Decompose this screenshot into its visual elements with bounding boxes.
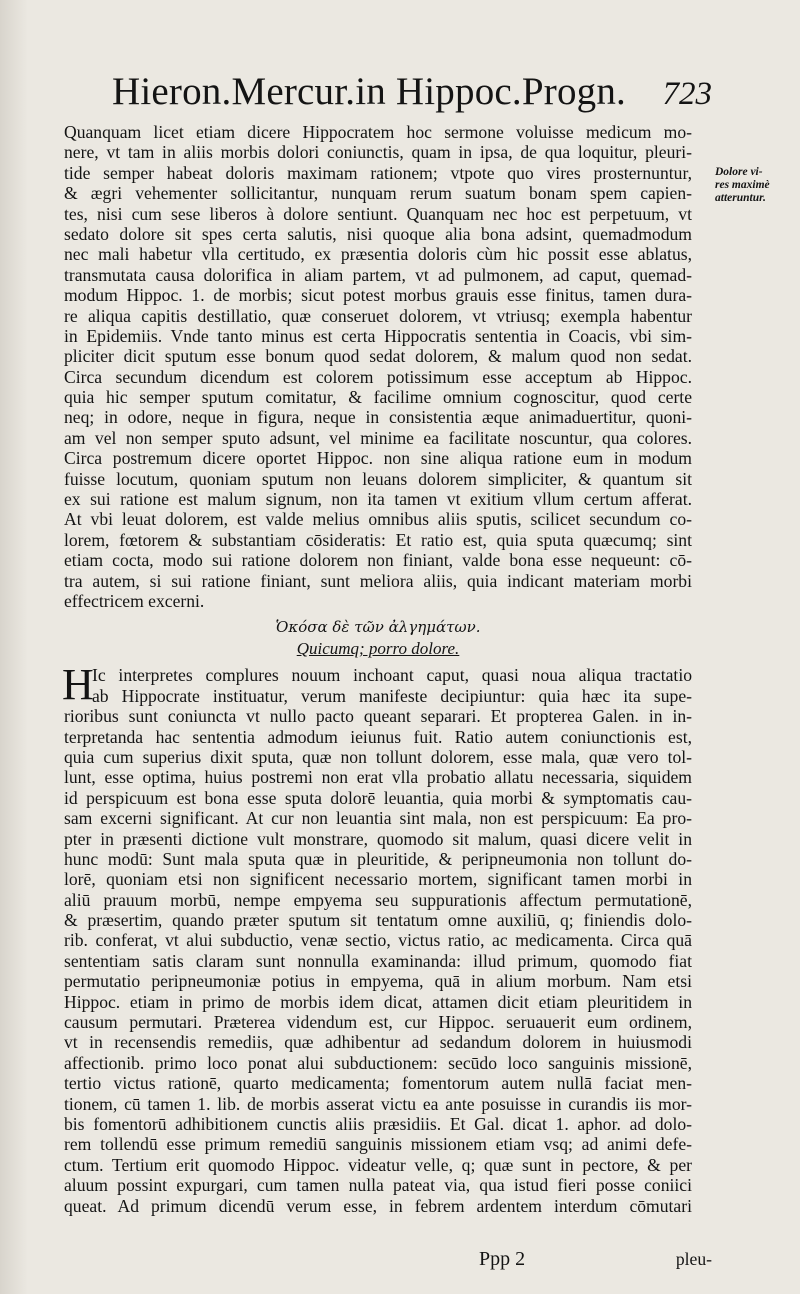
text-line: Circa secundum dicendum est colorem potissimum esse acceptum ab Hippoc.: [64, 366, 692, 387]
text-line: ex sui ratione est malum signum, non ita tamen vt exitium vllum certum afferat.: [64, 489, 692, 510]
text-line: id perspicuum est bona esse sputa dolorē leuantia, quia morbi & symptomatis cau-: [64, 787, 692, 808]
text-line: sententiam satis claram sunt nonnulla examinanda: illud primum, quomodo fiat: [64, 950, 692, 971]
text-line: rem tollendū esse primum remediū sanguinis missionem etiam vsq; ad animi defe-: [64, 1134, 692, 1155]
text-line: permutatio peripneumoniæ potius in empyema, quā in alium morbum. Nam etsi: [64, 971, 692, 992]
text-line: aliū prauum morbū, nempe empyema seu suppurationis affectum permutationē,: [64, 889, 692, 910]
text-line: tes, nisi cum sese liberos à dolore sentiunt. Quanquam nec hoc est perpetuum, vt: [64, 203, 692, 224]
text-line: rib. conferat, vt alui subductio, venæ sectio, victus ratio, ac medicamenta. Circa quā: [64, 930, 692, 951]
paragraph-1: [64, 122, 692, 611]
text-line: pter in præsenti dictione vult monstrare, quomodo sit malum, quasi dicere velit in: [64, 828, 692, 849]
text-line: bis fomentorū adhibitionem cunctis aliis præsidiis. Et Gal. dicat 1. aphor. ad dolo-: [64, 1113, 692, 1134]
text-line: terpretanda hac sententia admodum ieiunus fuit. Ratio autem coniunctionis est,: [64, 726, 692, 747]
text-line: ctum. Tertium erit quomodo Hippoc. videatur velle, q; quæ sunt in pectore, & per: [64, 1154, 692, 1175]
text-line: nec mali habetur vlla certitudo, ex præsentia doloris cùm hic possit esse ablatus,: [64, 244, 692, 265]
text-line: vt in recensendis remediis, quæ adhibentur ad sedandum dolorem in huiusmodi: [64, 1032, 692, 1053]
text-line: Quanquam licet etiam dicere Hippocratem hoc sermone voluisse medicum mo-: [64, 122, 692, 142]
text-line: am vel non semper sputo adsunt, vel minime ea facilitate noscuntur, qua colores.: [64, 427, 692, 448]
text-line: lorem, fœtorem & substantiam cōsideratis: Et ratio est, quia sputa quæcumq; sint: [64, 529, 692, 550]
text-line: Ic interpretes complures nouum inchoant caput, quasi noua aliqua tractatio: [92, 665, 692, 686]
text-line: pliciter dicit sputum esse bonum quod sedat dolorem, & malum quod non sedat.: [64, 346, 692, 367]
text-line: transmutata causa dolorifica in aliam partem, vt ad pulmonem, ad caput, quemad-: [64, 264, 692, 285]
text-line: ab Hippocrate instituatur, verum manifeste decipiuntur: quia hæc ita supe-: [92, 685, 692, 706]
text-line: queat. Ad primum dicendū verum esse, in febrem ardentem interdum cōmutari: [64, 1195, 692, 1216]
text-line: rioribus sunt coniuncta vt nullo pacto queant separari. Et propterea Galen. in in-: [64, 706, 692, 727]
text-line: effectricem excerni.: [64, 590, 205, 611]
marginal-note-line: res maximè: [715, 179, 770, 191]
text-line: sam excerni significant. At cur non leuantia sint mala, non est perspicuum: Ea pro-: [64, 808, 692, 829]
text-line: sedato dolore sit spes certa salutis, nisi quoque alia bona adsint, quemadmodum: [64, 223, 692, 244]
page-number: 723: [662, 76, 712, 112]
text-line: tra autem, si sui ratione finiant, sunt meliora aliis, quia indicant materiam morbi: [64, 570, 692, 591]
text-line: causum permutari. Præterea videndum est, cur Hippoc. seruauerit eum ordinem,: [64, 1012, 692, 1033]
text-line: modum Hippoc. 1. de morbis; sicut potest morbus grauis esse finitus, tamen dura-: [64, 285, 692, 306]
text-line: Hippoc. etiam in primo de morbis idem dicat, attamen dicit etiam pleuritidem in: [64, 991, 692, 1012]
text-line: lorē, quoniam etsi non significent necessario mortem, significant tamen morbi in: [64, 869, 692, 890]
text-line: tertio victus rationē, quarto medicamenta; fomentorum autem nullā faciat men-: [64, 1073, 692, 1094]
lemma-latin: Quicumq; porro dolore.: [296, 639, 460, 659]
paragraph-2: [62, 660, 692, 1216]
catchword: pleu-: [675, 1249, 712, 1269]
text-line: & præsertim, quando præter sputum sit tentatum omne auxiliū, q; finiendis dolo-: [64, 910, 692, 931]
signature-mark: Ppp 2: [479, 1248, 526, 1270]
text-line: quia cum superius dixit sputa, quæ non tollunt dolorem, esse mala, quæ vero tol-: [64, 746, 692, 767]
text-line: tide semper habeat doloris maximam rationem; vtpote quo vires prosternuntur,: [64, 162, 692, 183]
text-line: & ægri vehementer sollicitantur, nunquam rerum suatum bonam spem capien-: [64, 183, 692, 204]
text-line: affectionib. primo loco ponat alui subductionem: secūdo loco sanguinis missionē,: [64, 1052, 692, 1073]
text-line: fuisse locutum, quoniam sputum non leuans dolorem simpliciter, & quantum sit: [64, 468, 692, 489]
drop-cap: H: [62, 660, 94, 710]
text-line: neq; in odore, neque in figura, neque in consistentia æque animaduertitur, quoni-: [64, 407, 692, 428]
marginal-note-line: Dolore vi-: [715, 166, 763, 178]
page-footer: [64, 1247, 712, 1271]
text-line: quia hic semper sputum comitatur, & facilime omnium cognoscitur, quod certe: [64, 387, 692, 408]
lemma-greek: Ὁκόσα δὲ τῶν ἀλγημάτων.: [275, 618, 481, 637]
text-line: At vbi leuat dolorem, est valde melius omnibus aliis sputis, scilicet secundum co-: [64, 509, 692, 530]
main-text: [64, 122, 692, 1216]
paragraph-opening: [62, 660, 692, 710]
page-header: [112, 70, 712, 116]
text-line: re aliqua capitis destillatio, quæ conseruet dolorem, vt vtriusq; exempla habentur: [64, 305, 692, 326]
text-line: hunc modū: Sunt mala sputa quæ in pleuritide, & peripneumonia non tollunt do-: [64, 848, 692, 869]
text-line: in Epidemiis. Vnde tanto minus est certa Hippocratis sententia in Coacis, vbi sim-: [64, 325, 692, 346]
marginal-note: [715, 166, 789, 205]
text-line: nere, vt tam in aliis morbis dolori coniunctis, quam in ipsa, de qua loquitur, pleuri-: [64, 142, 692, 163]
text-line: tionem, cū tamen 1. lib. de morbis asserat victu ea ante posuisse in curandis iis mor-: [64, 1093, 692, 1114]
text-line: aluum possint expurgari, cum tamen nulla pateat via, qua istud fieri posse coniici: [64, 1175, 692, 1196]
running-title: Hieron.Mercur.in Hippoc.Progn.: [112, 70, 626, 113]
text-line: lunt, esse optima, huius postremi non erat vlla probatio allatu necessaria, siquidem: [64, 767, 692, 788]
text-line: etiam cocta, modo sui ratione dolorem non finiant, valde bona esse nequeunt: cō-: [64, 550, 692, 571]
marginal-note-line: atteruntur.: [715, 192, 766, 204]
text-line: Circa postremum dicere oportet Hippoc. non sine aliqua ratione eum in modum: [64, 448, 692, 469]
